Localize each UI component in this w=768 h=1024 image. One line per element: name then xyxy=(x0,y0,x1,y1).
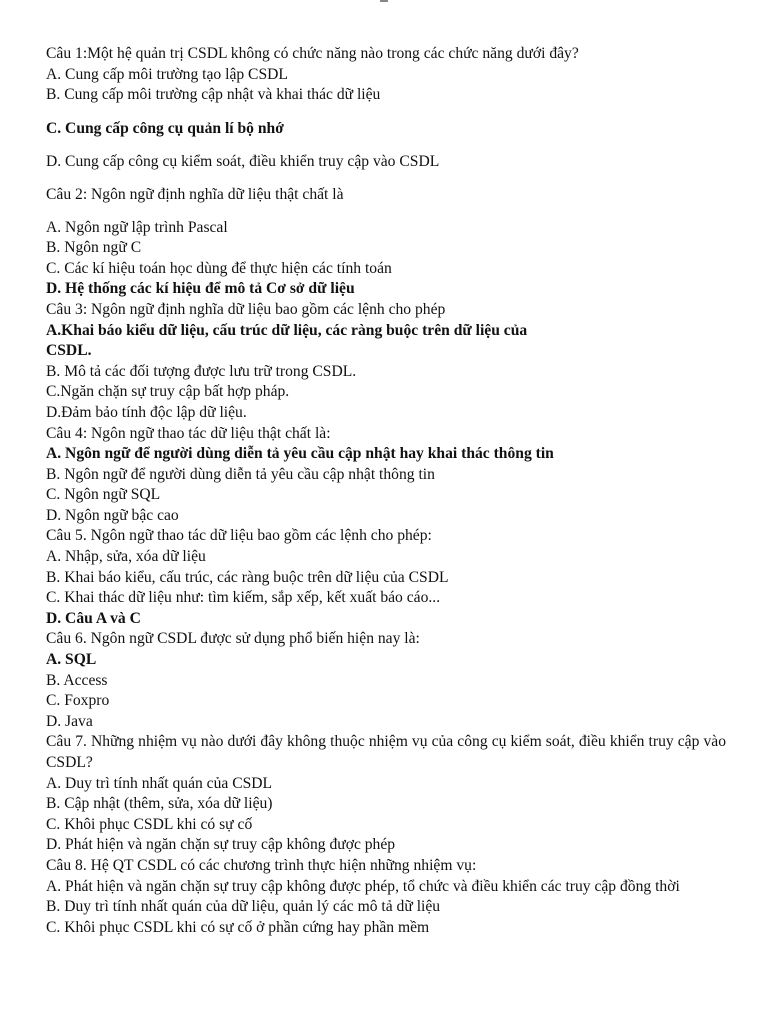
question-1-option-b: B. Cung cấp môi trường cập nhật và khai thác dữ liệu xyxy=(46,86,381,104)
question-8-option-b: B. Duy trì tính nhất quán của dữ liệu, quản lý các mô tả dữ liệu xyxy=(46,898,441,916)
page-top-mark xyxy=(380,0,388,2)
question-3-option-b: B. Mô tả các đối tượng được lưu trữ trong CSDL. xyxy=(46,362,357,380)
question-2: Câu 2: Ngôn ngữ định nghĩa dữ liệu thật chất là xyxy=(46,185,344,203)
question-4-option-b: B. Ngôn ngữ để người dùng diễn tả yêu cầu cập nhật thông tin xyxy=(46,465,435,483)
question-2-option-b: B. Ngôn ngữ C xyxy=(46,239,142,257)
question-6-option-a-answer: A. SQL xyxy=(46,651,97,669)
question-3-option-a-answer-cont: CSDL. xyxy=(46,342,92,360)
question-1: Câu 1:Một hệ quản trị CSDL không có chức năng nào trong các chức năng dưới đây? xyxy=(46,45,579,62)
question-6: Câu 6. Ngôn ngữ CSDL được sử dụng phổ biến hiện nay là: xyxy=(46,630,420,648)
question-8-option-a: A. Phát hiện và ngăn chặn sự truy cập không được phép, tổ chức và điều khiển các truy cập đồng thời xyxy=(46,877,680,895)
question-5-option-c: C. Khai thác dữ liệu như: tìm kiếm, sắp xếp, kết xuất báo cáo... xyxy=(46,589,441,607)
question-7-option-b: B. Cập nhật (thêm, sửa, xóa dữ liệu) xyxy=(46,795,273,813)
question-5-option-b: B. Khai báo kiểu, cấu trúc, các ràng buộc trên dữ liệu của CSDL xyxy=(46,568,449,586)
question-2-option-a: A. Ngôn ngữ lập trình Pascal xyxy=(46,218,228,236)
document-page xyxy=(46,44,726,938)
question-8-option-c: C. Khôi phục CSDL khi có sự cố ở phần cứng hay phần mềm xyxy=(46,918,430,936)
question-1-option-d: D. Cung cấp công cụ kiểm soát, điều khiển truy cập vào CSDL xyxy=(46,153,440,171)
question-6-option-c: C. Foxpro xyxy=(46,692,110,710)
question-7-option-d: D. Phát hiện và ngăn chặn sự truy cập không được phép xyxy=(46,836,396,854)
question-7: Câu 7. Những nhiệm vụ nào dưới đây không thuộc nhiệm vụ của công cụ kiểm soát, điều khiển truy cập vào CSDL? xyxy=(46,733,726,771)
question-5: Câu 5. Ngôn ngữ thao tác dữ liệu bao gồm các lệnh cho phép: xyxy=(46,527,432,545)
question-3: Câu 3: Ngôn ngữ định nghĩa dữ liệu bao gồm các lệnh cho phép xyxy=(46,300,446,318)
question-5-option-d-answer: D. Câu A và C xyxy=(46,609,141,627)
question-1-option-a: A. Cung cấp môi trường tạo lập CSDL xyxy=(46,65,288,83)
question-8: Câu 8. Hệ QT CSDL có các chương trình thực hiện những nhiệm vụ: xyxy=(46,856,477,874)
question-4-option-c: C. Ngôn ngữ SQL xyxy=(46,486,161,504)
question-7-option-c: C. Khôi phục CSDL khi có sự cố xyxy=(46,815,253,833)
question-3-option-a-answer: A.Khai báo kiểu dữ liệu, cấu trúc dữ liệu, các ràng buộc trên dữ liệu của xyxy=(46,321,528,339)
question-4: Câu 4: Ngôn ngữ thao tác dữ liệu thật chất là: xyxy=(46,424,331,442)
question-6-option-b: B. Access xyxy=(46,671,108,689)
question-4-option-a-answer: A. Ngôn ngữ để người dùng diễn tả yêu cầu cập nhật hay khai thác thông tin xyxy=(46,445,554,463)
question-2-option-d-answer: D. Hệ thống các kí hiệu để mô tả Cơ sở dữ liệu xyxy=(46,280,355,298)
question-7-option-a: A. Duy trì tính nhất quán của CSDL xyxy=(46,774,273,792)
question-5-option-a: A. Nhập, sửa, xóa dữ liệu xyxy=(46,548,206,566)
question-2-option-c: C. Các kí hiệu toán học dùng để thực hiện các tính toán xyxy=(46,259,392,277)
question-1-option-c-answer: C. Cung cấp công cụ quản lí bộ nhớ xyxy=(46,119,284,137)
question-3-option-c: C.Ngăn chặn sự truy cập bất hợp pháp. xyxy=(46,383,290,401)
question-6-option-d: D. Java xyxy=(46,712,93,730)
question-4-option-d: D. Ngôn ngữ bậc cao xyxy=(46,506,179,524)
question-3-option-d: D.Đảm bảo tính độc lập dữ liệu. xyxy=(46,403,247,421)
